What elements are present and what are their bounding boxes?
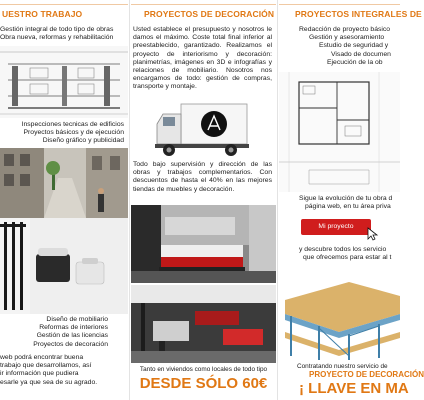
services-list [0,121,124,146]
panel-integral-projects [279,0,424,400]
panel-decoration-projects [131,0,276,400]
furniture-line: Proyectos de decoración [33,340,108,348]
intro-list [0,26,128,42]
footer-line: web podrá encontrar buena [0,354,84,361]
bedroom-render [131,205,276,283]
section-header: PROYECTOS DE DECORACIÓN [144,9,275,19]
intro-line: Gestión integral de todo tipo de obras [0,26,114,33]
section-header: UESTRO TRABAJO [2,9,83,19]
follow-text [299,195,400,211]
discover-line: y descubre todos los servicio [299,246,387,253]
furniture-line: Reformas de interiores [39,324,108,332]
divider [279,4,400,5]
follow-line: página web, en tu área priva [305,203,391,211]
service-line: Ejecución de la ob [327,58,383,66]
my-project-button[interactable]: Mi proyecto [301,219,371,235]
discover-text [299,246,400,262]
service-line: Proyectos básicos y de ejecución [23,129,124,137]
furniture-list [0,316,108,349]
delivery-truck-image [155,100,251,158]
building-section-drawing [0,46,128,118]
service-line: Redacción de proyecto básico [299,26,391,33]
furniture-line: Gestión de las licencias [36,332,108,340]
intro-paragraph: Usted establece el presupuesto y nosotros le damos el máximo. Coste total final inferior al preestablecido, garantizado. Realizamos el proyecto de interiorismo y decoración: planimetrías, imágenes en 3D e infografías y relaciones de mobiliario. Nosotros nos encargamos de todo: gestión de compras, transporte y montaje. [133,26,272,91]
discover-line: que ofrecemos para estar al t [303,254,392,262]
footer-line: ir información que pudiera [0,370,79,378]
service-line: Diseño gráfico y publicidad [42,137,124,145]
divider [0,4,128,5]
service-line: Estudio de seguridad y [319,42,389,50]
fold-line [129,0,130,400]
caption: Tanto en viviendos como locales de todo tipo [139,366,268,373]
section-header: PROYECTOS INTEGRALES DE [295,9,422,19]
service-line: Inspecciones tecnicas de edificios [21,121,124,128]
footer-line: esarle ya que sea de su agrado. [0,378,98,386]
service-line: Gestión y asesoramiento [309,34,385,42]
panel-our-work [0,0,128,400]
contract-line: Contratando nuestro servicio de [297,363,388,370]
office-render [131,285,276,363]
furniture-line: Diseño de mobiliario [46,316,108,323]
services-list [299,26,400,67]
decoration-project-line: PROYECTO DE DECORACIÓN [309,370,424,379]
price-headline: DESDE SÓLO 60€ [139,375,268,392]
footer-text [0,354,124,387]
follow-line: Sigue la evolución de tu obra d [299,195,393,202]
cursor-pointer-icon [367,227,379,241]
intro-line: Obra nueva, reformas y rehabilitación [0,34,114,42]
fold-line [277,0,278,400]
turnkey-headline: ¡ LLAVE EN MA [299,380,409,397]
bathroom-furniture-photo [0,218,128,314]
service-line: Visado de documen [331,50,391,58]
floor-plan-drawing [279,72,400,192]
footer-line: trabajo que desarrollamos, así [0,362,92,370]
structure-render [279,270,400,362]
street-photo [0,148,128,218]
supervision-paragraph: Todo bajo supervisión y dirección de las obras y trabajos complementarios. Con descuentos de hasta el 40% en las mejores tiendas de muebles y decoración. [133,161,272,193]
divider [131,4,276,5]
